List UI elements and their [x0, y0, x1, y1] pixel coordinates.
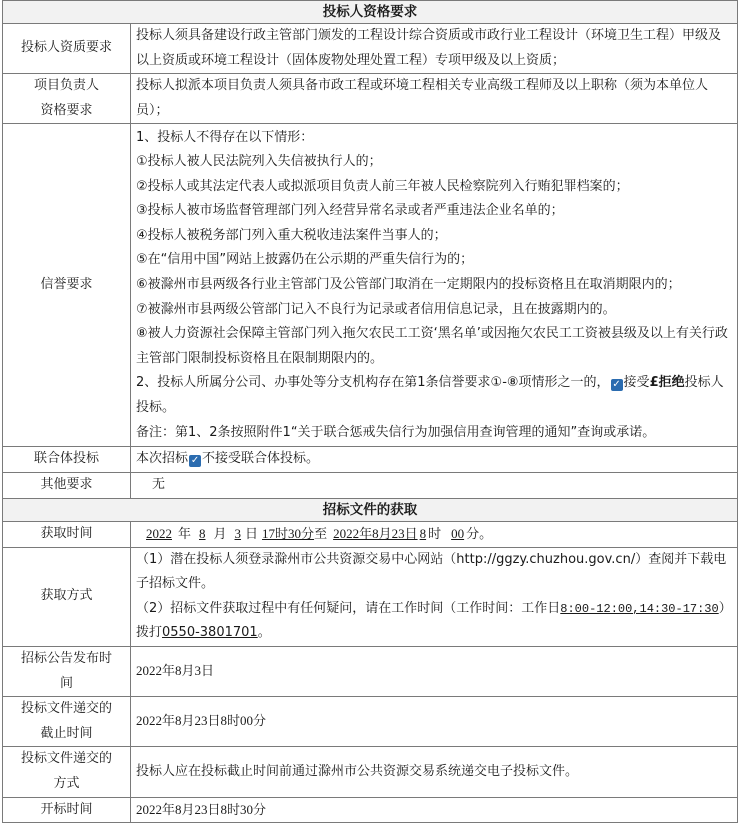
section-header-documents — [3, 498, 738, 521]
credit-line: 1、投标人不得存在以下情形： — [136, 129, 314, 145]
row-label: 获取方式 — [3, 547, 131, 646]
credit-note: 备注：第1、2条按照附件1“关于联合惩戒失信行为加强信用查询管理的通知”查询或承诺。 — [136, 424, 656, 440]
row-submission-deadline — [3, 697, 738, 747]
row-value: 2022年8月23日8时00分 — [131, 697, 738, 747]
row-label: 其他要求 — [3, 472, 131, 498]
row-value: 投标人拟派本项目负责人须具备市政工程或环境工程相关专业高级工程师及以上职称（须为本单位人员）； — [131, 74, 738, 124]
credit-line: ⑧被人力资源社会保障主管部门列入拖欠农民工工资‘黑名单’或因拖欠农民工工资被县级及以上有关行政主管部门限制投标资格且在限制期限内的。 — [136, 326, 728, 366]
row-label: 项目负责人 资格要求 — [3, 74, 131, 124]
row-value: 2022年8月3日 — [131, 646, 738, 696]
credit-line: ⑦被滁州市县两级公管部门记入不良行为记录或者信用信息记录，且在披露期内的。 — [136, 301, 616, 317]
method-line: （1）潜在投标人须登录滁州市公共资源交易中心网站（http://ggzy.chuzhou.gov.cn/）查阅并下载电子招标文件。 — [136, 551, 727, 592]
row-opening-time — [3, 797, 738, 823]
row-label: 开标时间 — [3, 797, 131, 823]
row-value: 2022 年 8 月 3 日 17时30分至 2022年8月23日 8 时 00 分。 — [131, 521, 738, 547]
row-value: 投标人须具备建设行政主管部门颁发的工程设计综合资质或市政行业工程设计（环境卫生工程）甲级及以上资质或环境工程设计（固体废物处理处置工程）专项甲级及以上资质； — [131, 24, 738, 74]
row-other-requirements — [3, 472, 738, 498]
section-header-qualification — [3, 1, 738, 24]
credit-line-branch: 2、投标人所属分公司、办事处等分支机构存在第1条信誉要求①-⑧项情形之一的， ✓ 接受£拒绝投标人投标。 — [136, 375, 724, 416]
section-title: 招标文件的获取 — [3, 498, 738, 521]
row-label: 投标文件递交的 截止时间 — [3, 697, 131, 747]
credit-line: ⑤在“信用中国”网站上披露仍在公示期的严重失信行为的； — [136, 252, 474, 268]
phone-number[interactable]: 0550-3801701 — [162, 625, 258, 641]
row-label: 联合体投标 — [3, 447, 131, 473]
credit-line: ①投标人被人民法院列入失信被执行人的； — [136, 154, 382, 170]
row-obtain-time — [3, 521, 738, 547]
working-hours: 8:00-12:00,14:30-17:30 — [560, 601, 719, 616]
row-pm-qualification — [3, 74, 738, 124]
credit-line: ②投标人或其法定代表人或拟派项目负责人前三年被人民检察院列入行贿犯罪档案的； — [136, 178, 629, 194]
row-joint-bidding — [3, 447, 738, 473]
row-label: 投标文件递交的 方式 — [3, 747, 131, 797]
credit-line: ⑥被滁州市县两级各行业主管部门及公管部门取消在一定期限内的投标资格且在取消期限内的； — [136, 277, 681, 293]
section-title: 投标人资格要求 — [3, 1, 738, 24]
checkbox-checked-icon: ✓ — [190, 455, 200, 467]
row-value: 本次招标 ✓ 不接受联合体投标。 — [131, 447, 738, 473]
row-publish-time — [3, 646, 738, 696]
tender-info-table — [2, 0, 738, 823]
row-credit-requirements — [3, 124, 738, 447]
row-value — [131, 547, 738, 646]
row-value: 2022年8月23日8时30分 — [131, 797, 738, 823]
row-obtain-method — [3, 547, 738, 646]
credit-line: ③投标人被市场监督管理部门列入经营异常名录或者严重违法企业名单的； — [136, 203, 564, 219]
row-label: 信誉要求 — [3, 124, 131, 447]
credit-line: ④投标人被税务部门列入重大税收违法案件当事人的； — [136, 227, 447, 243]
method-line: （2）招标文件获取过程中有任何疑问，请在工作时间（工作时间：工作日8:00-12:00,14:30-17:30）拨打0550-3801701。 — [136, 600, 732, 641]
row-label: 投标人资质要求 — [3, 24, 131, 74]
row-value: 投标人应在投标截止时间前通过滁州市公共资源交易系统递交电子投标文件。 — [131, 747, 738, 797]
row-submission-method — [3, 747, 738, 797]
row-label: 招标公告发布时 间 — [3, 646, 131, 696]
row-value: 无 — [131, 472, 738, 498]
checkbox-checked-icon: ✓ — [612, 379, 621, 391]
row-value — [131, 124, 738, 447]
row-bidder-qualification — [3, 24, 738, 74]
row-label: 获取时间 — [3, 521, 131, 547]
